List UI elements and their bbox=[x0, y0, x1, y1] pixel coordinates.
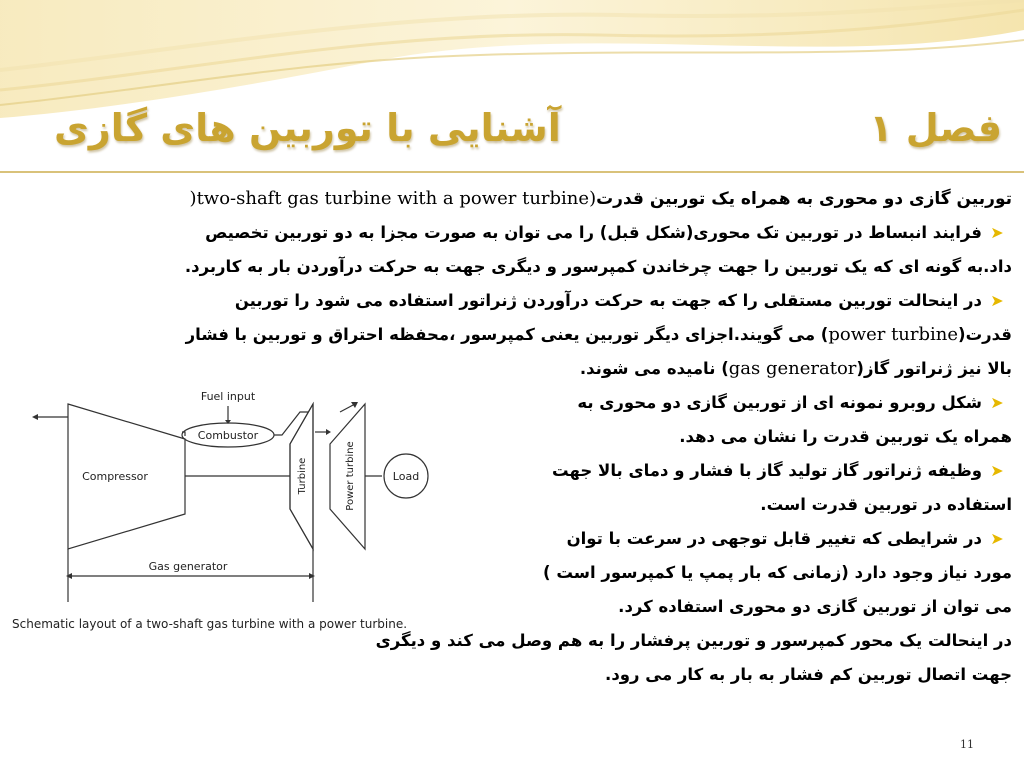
text-line: در شرایطی که تغییر قابل توجهی در سرعت با توان bbox=[566, 529, 982, 548]
bullet-arrow-icon: ➤ bbox=[990, 291, 1004, 310]
load-label: Load bbox=[392, 470, 420, 483]
text-line: در اینحالت توربین مستقلی را که جهت به حرکت درآوردن ژنراتور استفاده می شود را توربین bbox=[234, 291, 982, 310]
text-line: شکل روبرو نمونه ای از توربین گازی دو محوری به bbox=[577, 393, 982, 412]
text-line: می توان از توربین گازی دو محوری استفاده کرد. bbox=[618, 597, 1012, 616]
bullet-2 bbox=[48, 284, 1012, 318]
flow-arrow-icon bbox=[326, 429, 331, 435]
text-segment: قدرت( bbox=[958, 325, 1012, 344]
title-bar bbox=[40, 96, 1010, 166]
section-heading bbox=[48, 182, 1012, 216]
title-divider bbox=[0, 171, 1024, 173]
gas-generator-label: Gas generator bbox=[148, 560, 228, 573]
turbine-label: Turbine bbox=[297, 457, 308, 495]
text-segment: ) می گویند.اجزای دیگر توربین یعنی کمپرسور ،محفظه احتراق و توربین با فشار bbox=[185, 325, 829, 344]
dimension-arrow-left-icon bbox=[66, 573, 72, 579]
combustor-label: Combustor bbox=[197, 429, 259, 442]
dimension-arrow-right-icon bbox=[309, 573, 315, 579]
bullet-arrow-icon: ➤ bbox=[990, 223, 1004, 242]
text-line: وظیفه ژنراتور گاز تولید گاز با فشار و دمای بالا جهت bbox=[552, 461, 982, 480]
term-gas-generator: gas generator bbox=[728, 358, 857, 379]
text-line: داد.به گونه ای که یک توربین را جهت چرخاندن کمپرسور و دیگری جهت به حرکت درآوردن بار به کاربرد. bbox=[184, 257, 1012, 276]
term-power-turbine: power turbine bbox=[828, 324, 959, 345]
text-line: همراه یک توربین قدرت را نشان می دهد. bbox=[679, 427, 1012, 446]
two-shaft-turbine-diagram bbox=[10, 384, 480, 634]
text-line-gas-generator bbox=[48, 352, 1012, 386]
text-line: فرایند انبساط در توربین تک محوری(شکل قبل) را می توان به صورت مجزا به دو توربین تخصیص bbox=[205, 223, 982, 242]
bullet-1 bbox=[48, 216, 1012, 250]
text-line: جهت اتصال توربین کم فشار به بار به کار می رود. bbox=[605, 665, 1012, 684]
text-line: مورد نیاز وجود دارد (زمانی که بار پمپ یا کمپرسور است ) bbox=[543, 563, 1012, 582]
slide-title: آشنایی با توربین های گازی bbox=[54, 106, 561, 150]
inlet-arrowhead-icon bbox=[32, 414, 38, 420]
heading-fa: توربین گازی دو محوری به همراه یک توربین قدرت bbox=[596, 189, 1012, 209]
chapter-label: فصل ۱ bbox=[869, 106, 1002, 150]
compressor-label: Compressor bbox=[82, 470, 148, 483]
text-line-power-turbine bbox=[48, 318, 1012, 352]
power-turbine-label: Power turbine bbox=[345, 441, 356, 511]
text-line: استفاده در توربین قدرت است. bbox=[760, 495, 1012, 514]
text-segment: بالا نیز ژنراتور گاز( bbox=[856, 359, 1012, 378]
heading-en: (two-shaft gas turbine with a power turbine( bbox=[189, 188, 597, 209]
bullet-arrow-icon: ➤ bbox=[990, 461, 1004, 480]
text-segment: ) نامیده می شوند. bbox=[579, 359, 729, 378]
page-number: 11 bbox=[960, 738, 974, 751]
fuel-input-label: Fuel input bbox=[200, 390, 256, 403]
bullet-arrow-icon: ➤ bbox=[990, 529, 1004, 548]
bullet-arrow-icon: ➤ bbox=[990, 393, 1004, 412]
text-line: در اینحالت یک محور کمپرسور و توربین پرفشار را به هم وصل می کند و دیگری bbox=[375, 631, 1012, 650]
diagram-caption: Schematic layout of a two-shaft gas turbine with a power turbine. bbox=[12, 617, 408, 631]
